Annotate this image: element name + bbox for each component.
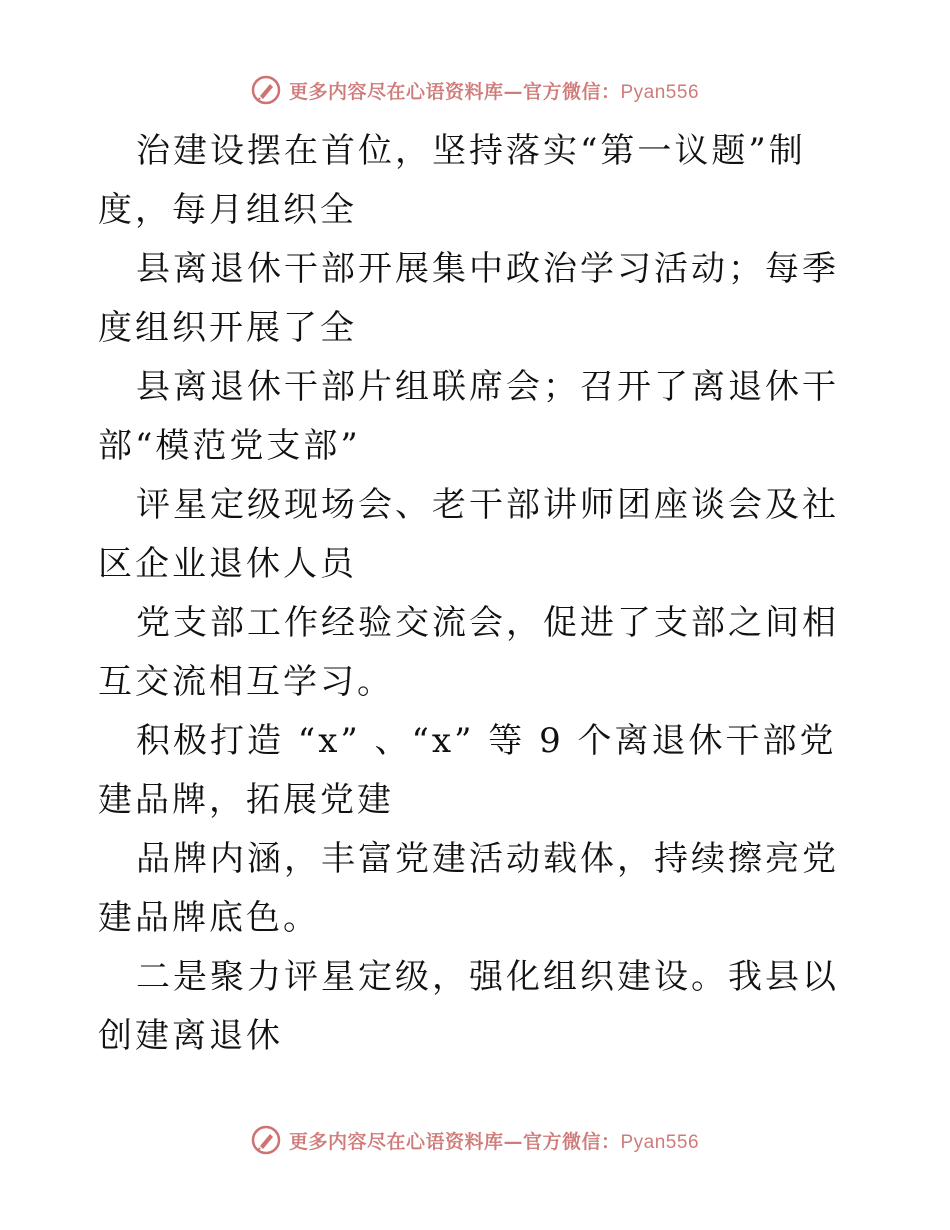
document-body (98, 122, 858, 1066)
pen-logo-icon (251, 1125, 281, 1155)
paragraph: 二是聚力评星定级，强化组织建设。我县以创建离退休 (98, 957, 839, 1056)
pen-logo-icon (251, 75, 281, 105)
header-watermark (0, 70, 950, 110)
paragraph: 品牌内涵，丰富党建活动载体，持续擦亮党建品牌底色。 (98, 839, 839, 938)
paragraph: 党支部工作经验交流会，促进了支部之间相互交流相互学习。 (98, 603, 839, 702)
paragraph: 县离退休干部片组联席会；召开了离退休干部“模范党支部” (98, 367, 839, 466)
paragraph: 积极打造 “x” 、“x” 等 9 个离退休干部党建品牌，拓展党建 (98, 721, 837, 820)
watermark-text: 更多内容尽在心语资料库—官方微信：Pyan556 (288, 80, 700, 103)
watermark-text: 更多内容尽在心语资料库—官方微信：Pyan556 (288, 1130, 700, 1153)
paragraph: 县离退休干部开展集中政治学习活动；每季度组织开展了全 (98, 249, 839, 348)
footer-watermark (0, 1120, 950, 1160)
paragraph: 治建设摆在首位，坚持落实“第一议题”制度，每月组织全 (98, 131, 806, 230)
paragraph: 评星定级现场会、老干部讲师团座谈会及社区企业退休人员 (98, 485, 839, 584)
